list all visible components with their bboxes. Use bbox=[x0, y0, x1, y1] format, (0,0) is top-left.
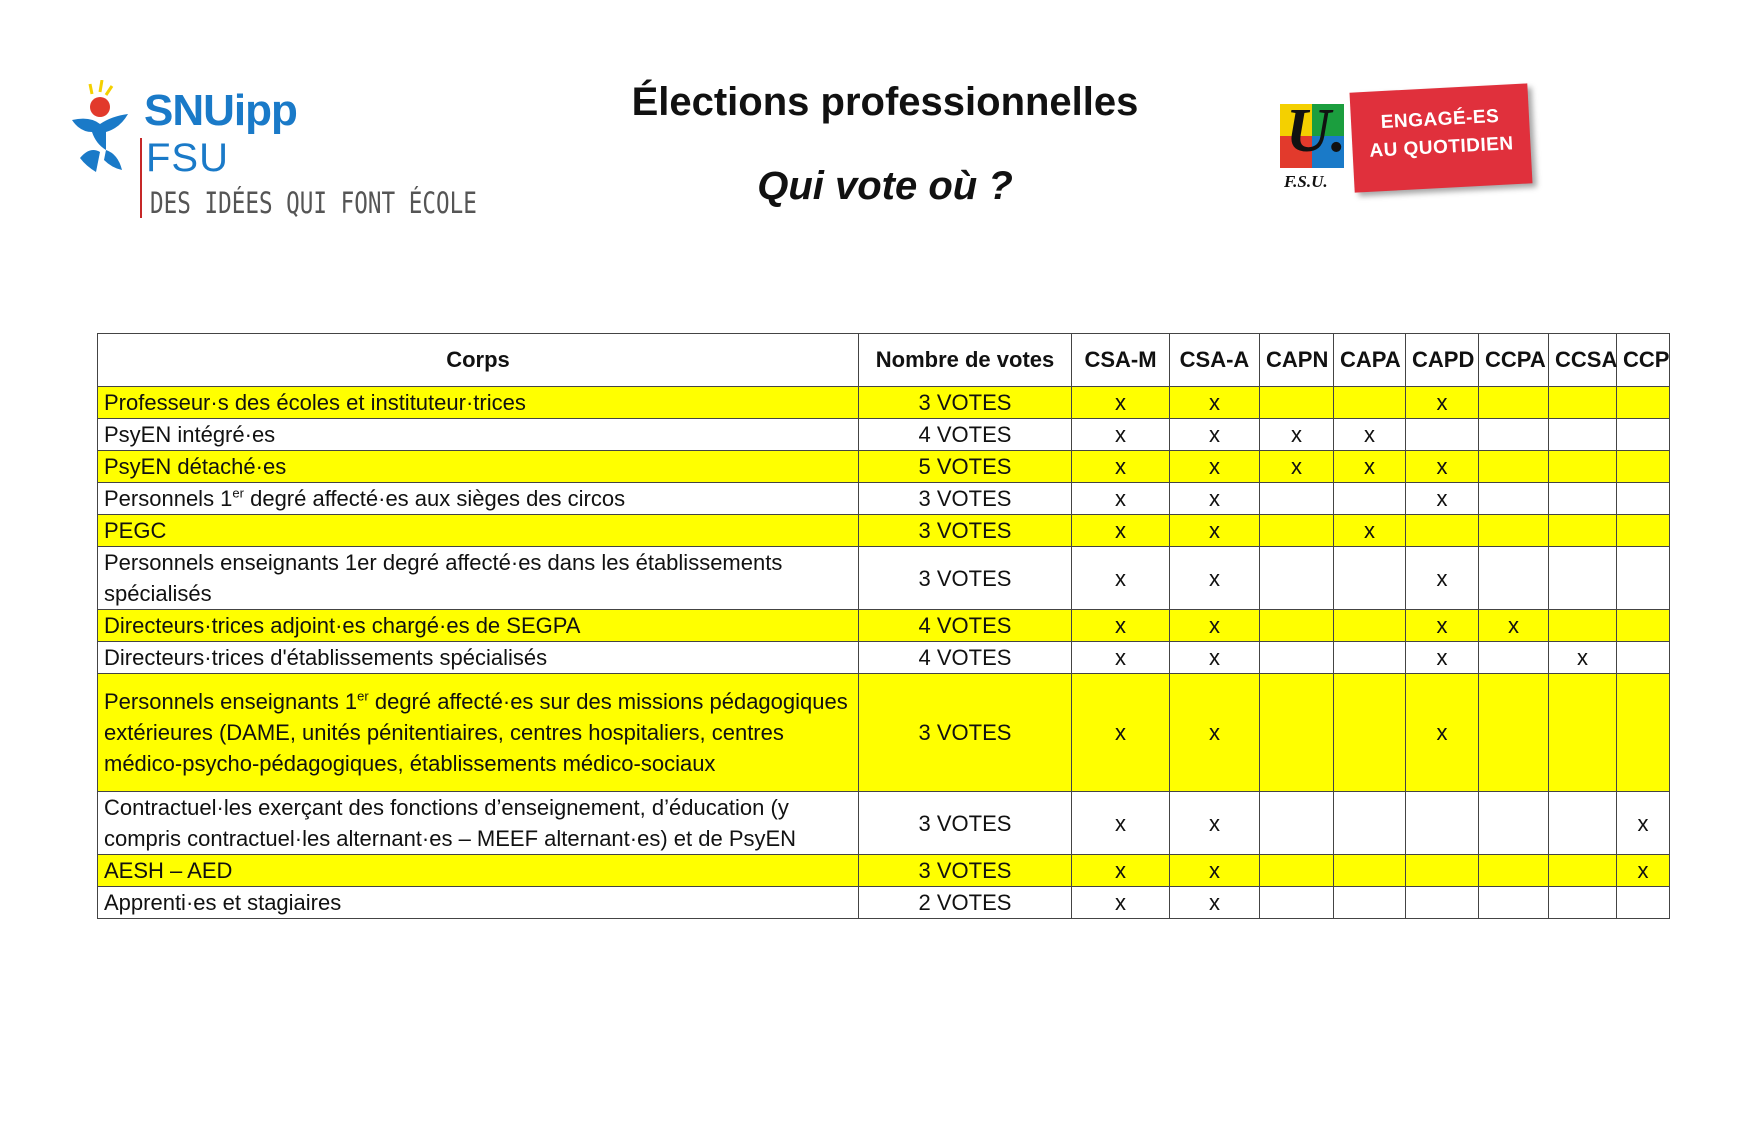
cell-vote-mark bbox=[1479, 483, 1549, 515]
logo-divider bbox=[140, 138, 142, 218]
badge-line-2: AU QUOTIDIEN bbox=[1368, 133, 1515, 162]
cell-vote-mark: x bbox=[1406, 387, 1479, 419]
cell-vote-mark: x bbox=[1170, 515, 1260, 547]
cell-votes: 5 VOTES bbox=[859, 451, 1072, 483]
cell-vote-mark: x bbox=[1406, 674, 1479, 792]
cell-votes: 3 VOTES bbox=[859, 792, 1072, 855]
cell-vote-mark: x bbox=[1170, 674, 1260, 792]
cell-votes: 3 VOTES bbox=[859, 387, 1072, 419]
cell-vote-mark bbox=[1617, 642, 1670, 674]
corps-text: Directeurs·trices adjoint·es chargé·es de SEGPA bbox=[104, 613, 581, 638]
cell-vote-mark: x bbox=[1170, 387, 1260, 419]
cell-vote-mark bbox=[1260, 887, 1334, 919]
cell-corps bbox=[98, 419, 859, 451]
cell-vote-mark: x bbox=[1072, 419, 1170, 451]
cell-vote-mark bbox=[1334, 887, 1406, 919]
cell-vote-mark: x bbox=[1072, 483, 1170, 515]
column-header-instance: CSA-M bbox=[1072, 334, 1170, 387]
cell-vote-mark bbox=[1617, 451, 1670, 483]
snuipp-fsu-logo bbox=[70, 80, 477, 220]
fsu-label: F.S.U. bbox=[1284, 172, 1328, 191]
cell-vote-mark bbox=[1549, 610, 1617, 642]
cell-vote-mark bbox=[1479, 419, 1549, 451]
cell-votes: 3 VOTES bbox=[859, 547, 1072, 610]
cell-vote-mark bbox=[1479, 792, 1549, 855]
corps-text-continued: degré affecté·es sur des missions pédagogiques extérieures (DAME, unités pénitentiaires, centres hospitaliers, centres médico-psycho-pédagogiques, établissements médico-sociaux bbox=[104, 689, 848, 776]
table-row bbox=[98, 887, 1670, 919]
table-row bbox=[98, 642, 1670, 674]
cell-vote-mark bbox=[1617, 674, 1670, 792]
column-header-instance: CCPA bbox=[1479, 334, 1549, 387]
cell-vote-mark: x bbox=[1617, 792, 1670, 855]
cell-votes: 4 VOTES bbox=[859, 419, 1072, 451]
column-header-instance: CAPN bbox=[1260, 334, 1334, 387]
cell-corps bbox=[98, 451, 859, 483]
corps-text-continued: degré affecté·es aux sièges des circos bbox=[243, 486, 626, 511]
corps-text: Directeurs·trices d'établissements spécialisés bbox=[104, 645, 548, 670]
corps-text: Personnels enseignants 1 bbox=[104, 689, 358, 714]
cell-vote-mark bbox=[1260, 515, 1334, 547]
cell-vote-mark bbox=[1406, 792, 1479, 855]
cell-vote-mark bbox=[1479, 547, 1549, 610]
cell-vote-mark bbox=[1617, 483, 1670, 515]
table-row bbox=[98, 451, 1670, 483]
cell-vote-mark bbox=[1260, 855, 1334, 887]
table-row bbox=[98, 547, 1670, 610]
cell-vote-mark: x bbox=[1170, 887, 1260, 919]
vote-table bbox=[97, 333, 1670, 919]
cell-vote-mark bbox=[1334, 855, 1406, 887]
cell-votes: 3 VOTES bbox=[859, 483, 1072, 515]
cell-vote-mark bbox=[1549, 792, 1617, 855]
table-row bbox=[98, 419, 1670, 451]
table-row bbox=[98, 855, 1670, 887]
cell-votes: 2 VOTES bbox=[859, 887, 1072, 919]
column-header-instance: CAPA bbox=[1334, 334, 1406, 387]
cell-vote-mark: x bbox=[1334, 451, 1406, 483]
cell-vote-mark: x bbox=[1170, 642, 1260, 674]
cell-vote-mark: x bbox=[1072, 610, 1170, 642]
corps-text: Professeur·s des écoles et instituteur·trices bbox=[104, 390, 526, 415]
cell-vote-mark bbox=[1479, 642, 1549, 674]
cell-vote-mark: x bbox=[1406, 610, 1479, 642]
cell-corps bbox=[98, 515, 859, 547]
child-figure-icon bbox=[70, 80, 140, 190]
corps-text: Personnels enseignants 1er degré affecté·es dans les établissements spécialisés bbox=[104, 550, 783, 606]
cell-votes: 3 VOTES bbox=[859, 855, 1072, 887]
cell-vote-mark: x bbox=[1260, 419, 1334, 451]
cell-vote-mark bbox=[1479, 451, 1549, 483]
cell-vote-mark: x bbox=[1170, 855, 1260, 887]
cell-corps bbox=[98, 855, 859, 887]
cell-vote-mark: x bbox=[1170, 610, 1260, 642]
cell-vote-mark: x bbox=[1406, 642, 1479, 674]
cell-vote-mark bbox=[1260, 387, 1334, 419]
cell-corps bbox=[98, 887, 859, 919]
cell-vote-mark bbox=[1406, 419, 1479, 451]
corps-text: PsyEN intégré·es bbox=[104, 422, 276, 447]
cell-vote-mark bbox=[1617, 419, 1670, 451]
cell-vote-mark bbox=[1549, 855, 1617, 887]
table-row bbox=[98, 483, 1670, 515]
table-row bbox=[98, 515, 1670, 547]
snuipp-tagline: DES IDÉES QUI FONT ÉCOLE bbox=[150, 186, 477, 220]
cell-vote-mark bbox=[1479, 515, 1549, 547]
fsu-u-letter: U. bbox=[1286, 97, 1347, 165]
cell-corps bbox=[98, 483, 859, 515]
cell-vote-mark: x bbox=[1406, 451, 1479, 483]
cell-vote-mark bbox=[1406, 855, 1479, 887]
cell-votes: 4 VOTES bbox=[859, 610, 1072, 642]
cell-vote-mark bbox=[1549, 674, 1617, 792]
cell-vote-mark: x bbox=[1072, 855, 1170, 887]
corps-text: Personnels 1 bbox=[104, 486, 233, 511]
corps-text: Contractuel·les exerçant des fonctions d’enseignement, d’éducation (y compris contractuel·les alternant·es – MEEF alternant·es) et de PsyEN bbox=[104, 795, 797, 851]
cell-vote-mark bbox=[1617, 547, 1670, 610]
cell-vote-mark: x bbox=[1072, 387, 1170, 419]
cell-corps bbox=[98, 792, 859, 855]
cell-vote-mark bbox=[1260, 610, 1334, 642]
cell-vote-mark bbox=[1334, 547, 1406, 610]
cell-vote-mark: x bbox=[1406, 547, 1479, 610]
cell-vote-mark bbox=[1549, 515, 1617, 547]
fsu-wordmark bbox=[146, 136, 229, 181]
corps-text: AESH – AED bbox=[104, 858, 233, 883]
cell-vote-mark bbox=[1549, 483, 1617, 515]
cell-corps bbox=[98, 387, 859, 419]
cell-vote-mark: x bbox=[1406, 483, 1479, 515]
cell-vote-mark bbox=[1549, 887, 1617, 919]
cell-vote-mark: x bbox=[1170, 451, 1260, 483]
cell-vote-mark bbox=[1260, 642, 1334, 674]
cell-corps bbox=[98, 547, 859, 610]
cell-vote-mark: x bbox=[1072, 642, 1170, 674]
corps-text: Apprenti·es et stagiaires bbox=[104, 890, 342, 915]
table-row bbox=[98, 674, 1670, 792]
cell-vote-mark: x bbox=[1170, 792, 1260, 855]
column-header-corps: Corps bbox=[98, 334, 859, 387]
cell-vote-mark: x bbox=[1170, 547, 1260, 610]
cell-vote-mark bbox=[1617, 387, 1670, 419]
column-header-instance: CAPD bbox=[1406, 334, 1479, 387]
table-body bbox=[98, 387, 1670, 919]
corps-text: PEGC bbox=[104, 518, 167, 543]
table-row bbox=[98, 387, 1670, 419]
cell-vote-mark: x bbox=[1334, 419, 1406, 451]
cell-vote-mark bbox=[1334, 642, 1406, 674]
cell-vote-mark: x bbox=[1617, 855, 1670, 887]
cell-vote-mark bbox=[1406, 887, 1479, 919]
cell-vote-mark bbox=[1617, 610, 1670, 642]
cell-vote-mark: x bbox=[1549, 642, 1617, 674]
page-subtitle: Qui vote où ? bbox=[757, 164, 1013, 208]
cell-vote-mark: x bbox=[1072, 515, 1170, 547]
cell-vote-mark bbox=[1479, 674, 1549, 792]
cell-vote-mark: x bbox=[1170, 483, 1260, 515]
cell-vote-mark bbox=[1617, 887, 1670, 919]
cell-vote-mark bbox=[1406, 515, 1479, 547]
column-header-instance: CCP bbox=[1617, 334, 1670, 387]
cell-corps bbox=[98, 674, 859, 792]
cell-vote-mark bbox=[1260, 674, 1334, 792]
table-row bbox=[98, 610, 1670, 642]
ordinal-suffix: er bbox=[357, 688, 369, 704]
cell-vote-mark bbox=[1334, 674, 1406, 792]
engage-badge bbox=[1350, 83, 1533, 192]
column-header-instance: CCSA bbox=[1549, 334, 1617, 387]
snuipp-brand: SNUipp bbox=[144, 86, 297, 135]
cell-vote-mark bbox=[1549, 419, 1617, 451]
cell-vote-mark bbox=[1549, 451, 1617, 483]
corps-text: PsyEN détaché·es bbox=[104, 454, 287, 479]
cell-vote-mark bbox=[1260, 483, 1334, 515]
page-title: Élections professionnelles bbox=[631, 80, 1139, 124]
column-header-instance: CSA-A bbox=[1170, 334, 1260, 387]
cell-votes: 4 VOTES bbox=[859, 642, 1072, 674]
cell-vote-mark bbox=[1479, 855, 1549, 887]
cell-vote-mark bbox=[1334, 610, 1406, 642]
table-header-row bbox=[98, 334, 1670, 387]
column-header-votes: Nombre de votes bbox=[859, 334, 1072, 387]
cell-vote-mark bbox=[1260, 547, 1334, 610]
cell-vote-mark: x bbox=[1072, 547, 1170, 610]
cell-vote-mark bbox=[1260, 792, 1334, 855]
cell-corps bbox=[98, 642, 859, 674]
ordinal-suffix: er bbox=[232, 485, 244, 501]
cell-votes: 3 VOTES bbox=[859, 515, 1072, 547]
badge-line-1: ENGAGÉ-ES bbox=[1380, 105, 1500, 134]
cell-vote-mark: x bbox=[1334, 515, 1406, 547]
cell-corps bbox=[98, 610, 859, 642]
cell-vote-mark bbox=[1334, 387, 1406, 419]
cell-votes: 3 VOTES bbox=[859, 674, 1072, 792]
cell-vote-mark bbox=[1549, 387, 1617, 419]
cell-vote-mark: x bbox=[1170, 419, 1260, 451]
cell-vote-mark bbox=[1479, 387, 1549, 419]
cell-vote-mark bbox=[1617, 515, 1670, 547]
fsu-engage-logo bbox=[1280, 88, 1550, 208]
cell-vote-mark: x bbox=[1072, 451, 1170, 483]
table-row bbox=[98, 792, 1670, 855]
cell-vote-mark: x bbox=[1260, 451, 1334, 483]
cell-vote-mark: x bbox=[1072, 887, 1170, 919]
cell-vote-mark bbox=[1549, 547, 1617, 610]
cell-vote-mark bbox=[1479, 887, 1549, 919]
cell-vote-mark bbox=[1334, 483, 1406, 515]
cell-vote-mark bbox=[1334, 792, 1406, 855]
cell-vote-mark: x bbox=[1072, 792, 1170, 855]
cell-vote-mark: x bbox=[1072, 674, 1170, 792]
cell-vote-mark: x bbox=[1479, 610, 1549, 642]
fsu-text: FSU bbox=[146, 136, 229, 180]
